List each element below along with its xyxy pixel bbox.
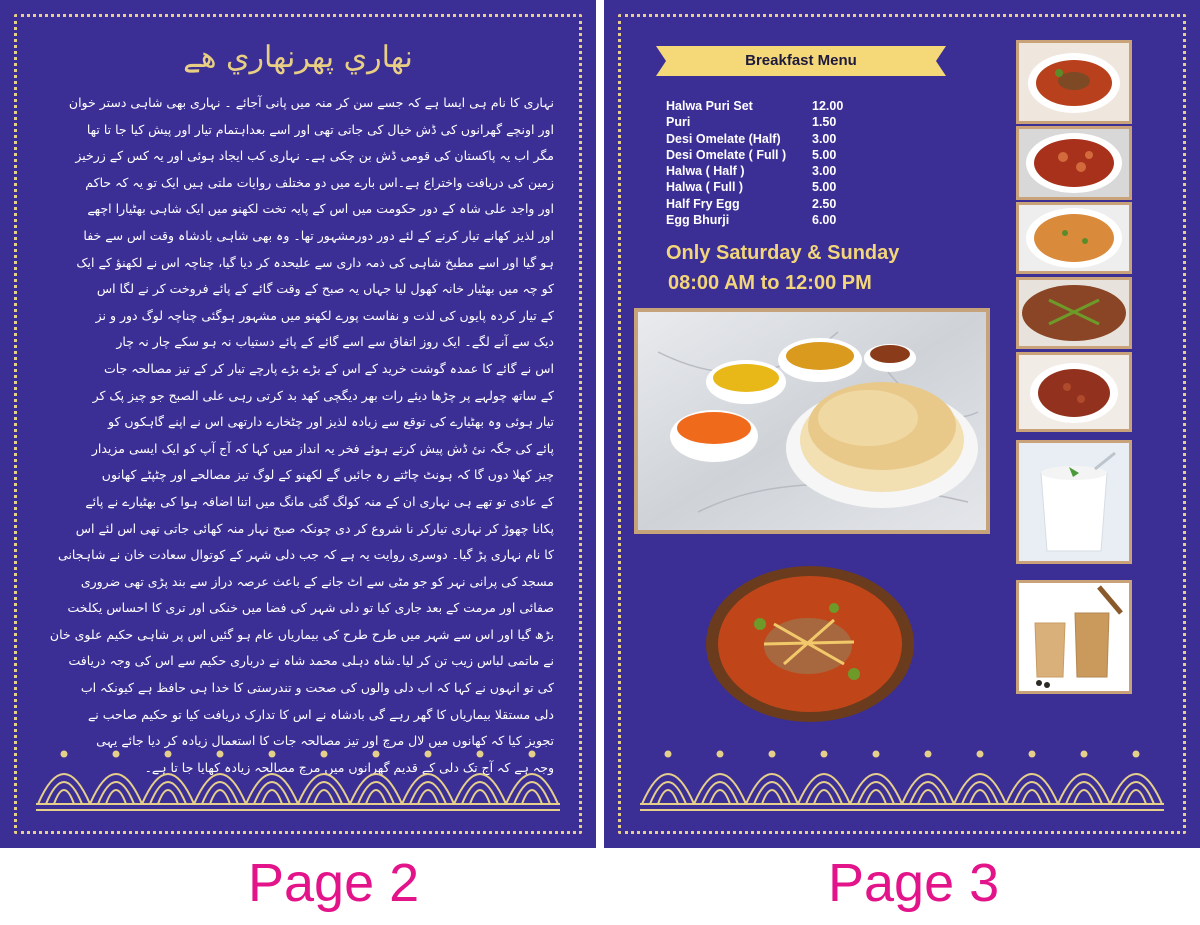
page-3 — [604, 0, 1200, 848]
menu-item — [666, 147, 872, 163]
article-line: مسجد کی پرانی نہر کو جو مٹی سے اٹ جانے کے باعث عرصہ دراز سے بند پڑی تھی ضروری — [80, 573, 554, 589]
curry-thumb — [1016, 40, 1132, 124]
article-line: پائے کی جگہ نئ ڈش پیش کرتے ہوئے فخر یہ انداز میں کہا کہ آج آپ کو ایک ایسی مزیدار — [91, 440, 554, 456]
chai-thumb — [1016, 580, 1132, 694]
menu-item-price: 6.00 — [812, 213, 837, 228]
article-line: تیار ہوئی وہ بھٹیارے کی توقع سے زیادہ لذیز اور چٹخارے دارتھی اس نے اپنے گاہکوں کو — [108, 414, 554, 430]
article-line: کے ساتھ چولہے پر چڑھا دیئے رات بھر دیگچی کھد بد کرتی رہی علی الصبح جو چیز پک کر — [92, 387, 554, 403]
menu-item — [666, 131, 872, 147]
lassi-thumb — [1016, 440, 1132, 564]
article-line: تجویز کیا کہ کھانوں میں لال مرچ اور تیز مصالحہ جات کا استعمال زیادہ کر دیا جائے یہی — [96, 733, 554, 749]
article-line: کے عادی تو تھے ہی نہاری ان کے منہ کولگ گئی مانگ میں اتنا اضافہ ہوا کی بھٹیارے نے پائے — [85, 493, 554, 509]
menu-item — [666, 98, 872, 114]
karahi-thumb — [1016, 352, 1132, 432]
menu-item-name: Desi Omelate ( Full ) — [666, 147, 787, 162]
mandala-border — [36, 728, 560, 818]
availability-hours: 08:00 AM to 12:00 PM — [668, 272, 872, 294]
article-line: پکانا چھوڑ کر نہاری تیارکر نا شروع کر دی چونکہ صبح نہار منہ کھائی جاتی تھی اس لئے اس — [75, 520, 554, 536]
menu-item-price: 5.00 — [812, 147, 837, 162]
menu-list — [666, 98, 872, 228]
page-title: نهاري پهرنهاري هے — [183, 40, 413, 75]
keema-thumb — [1016, 277, 1132, 349]
menu-item — [666, 114, 872, 130]
menu-item-name: Halwa Puri Set — [666, 99, 753, 113]
article-line: ہو گیا اور اسے مطبخ شاہی کی ذمہ داری سے علیحدہ کر دیا گیا، چناچہ اس نے لکھنؤ کے ایک — [76, 254, 554, 270]
article-line: دلی مستقلا بیماریاں کا گھر رہے گی بادشاہ نے اس کا تدارک دریافت کیا تو حکیم صاحب نے — [87, 706, 554, 722]
rice-thumb — [1016, 202, 1132, 274]
article-line: کی تو انہوں نے کہا کہ اب دلی والوں کی صحت و تندرستی کا خدا ہی حافظ ہے کیونکہ اب — [80, 680, 554, 696]
page-2 — [0, 0, 596, 848]
article-line: دیک سے آنے لگے۔ ایک روز اتفاق سے اسے گائے کے پائے دستیاب نہ ہو سکے چار نہ چار — [116, 334, 554, 350]
menu-item-name: Halwa ( Full ) — [666, 180, 744, 195]
page-3-caption: Page 3 — [828, 853, 1000, 913]
menu-item-price: 3.00 — [812, 131, 837, 146]
article-line: صفائی اور مرمت کے بعد جاری کیا تو دلی شہر کی فضا میں خنکی اور تری کا احساس یکلخت — [67, 600, 554, 616]
article-line: کو چہ میں بھٹیار خانہ کھول لیا جہاں یہ صبح کے وقت گائے کے پائے فروخت کر نے لگا اس — [96, 281, 554, 297]
menu-item-name: Egg Bhurji — [666, 213, 730, 228]
article-line: نے ماتمی لباس زیب تن کر لیا۔شاہ دہلی محمد شاہ نے درباری حکیم سے اس کی وجہ دریافت — [68, 653, 554, 669]
page-2-caption: Page 2 — [248, 853, 420, 913]
halwa-puri-photo — [634, 308, 990, 534]
article-line: چیز کھلا دوں گا کہ ہونٹ چاٹتے رہ جائیں گے لکھنو کے لوگ تیز مصالحے اور چٹپٹے کھانوں — [101, 467, 554, 483]
menu-item-name: Halwa ( Half ) — [666, 164, 745, 179]
menu-item-price: 12.00 — [812, 99, 844, 113]
menu-item-price: 2.50 — [812, 196, 837, 211]
menu-item-price: 5.00 — [812, 180, 837, 195]
article-line: زمین کی دریافت واختراع ہے۔اس بارے میں دو مختلف روایات ملتی ہیں ایک تو یہ کہ حاکم — [85, 174, 554, 190]
article-line: وجہ ہے کہ آج تک دلی کے قدیم گھرانوں میں مرچ مصالحہ زیادہ کھایا جا تا ہے۔ — [144, 759, 554, 775]
beans-thumb — [1016, 126, 1132, 200]
menu-item — [666, 196, 872, 212]
article-line: نہاری کا نام ہی ایسا ہے کہ جسے سن کر منہ میں پانی آجائے ۔ نہاری بھی شاہی دستر خوان — [68, 95, 554, 110]
menu-item-name: Puri — [666, 115, 691, 130]
article-line: کا نام نہاری پڑ گیا۔ دوسری روایت یہ ہے کہ جب دلی شہر کے کوتوال سعادت خان نے شاہجانی — [58, 547, 554, 563]
nihari-bowl-photo — [704, 564, 916, 724]
article-line: اور واجد علی شاہ کے دور حکومت میں اس کے پایہ تخت لکھنو میں ایک شاہی بھٹیارا اچھے — [87, 201, 554, 217]
menu-item — [666, 212, 872, 228]
menu-item — [666, 179, 872, 195]
mandala-border — [640, 728, 1164, 818]
article-line: اور اونچے گھرانوں کی ڈش خیال کی جاتی تھی اور اسے بعداہتمام تیار اور پیش کیا جا تا تھا — [86, 121, 554, 137]
article-line: بڑھ گیا اور اس سے شہر میں طرح طرح کی بیماریاں عام ہو گئیں اس پر شاہی حکیم علوی خان — [49, 626, 554, 642]
menu-banner-title: Breakfast Menu — [745, 52, 857, 69]
menu-item-price: 1.50 — [812, 115, 837, 130]
article-line: مگر اب یہ پاکستان کی قومی ڈش بن چکی ہے۔ نہاری کب ایجاد ہوئی اور یہ کس کے زرخیز — [75, 148, 554, 164]
menu-item-price: 3.00 — [812, 164, 837, 179]
article-line: اور لذیز کھانے تیار کرنے کے لئے دور دورمشہور تھا۔ وہ بھی شاہی بادشاہ وقت اس سے خفا — [83, 227, 554, 243]
menu-item-name: Half Fry Egg — [666, 196, 740, 211]
article-body — [44, 90, 554, 781]
availability-days: Only Saturday & Sunday — [666, 242, 900, 264]
article-line: کے تیار کردہ پایوں کی لذت و نفاست پورے لکھنو میں مشہور ہوگئی چناچہ لوگ دور و نز — [95, 307, 554, 323]
menu-item-name: Desi Omelate (Half) — [666, 131, 781, 146]
menu-item — [666, 163, 872, 179]
article-line: اس نے گائے کا عمدہ گوشت خرید کے اس کے بڑے بڑے پارچے تیار کر کے تیز مصالحہ جات — [103, 360, 554, 376]
